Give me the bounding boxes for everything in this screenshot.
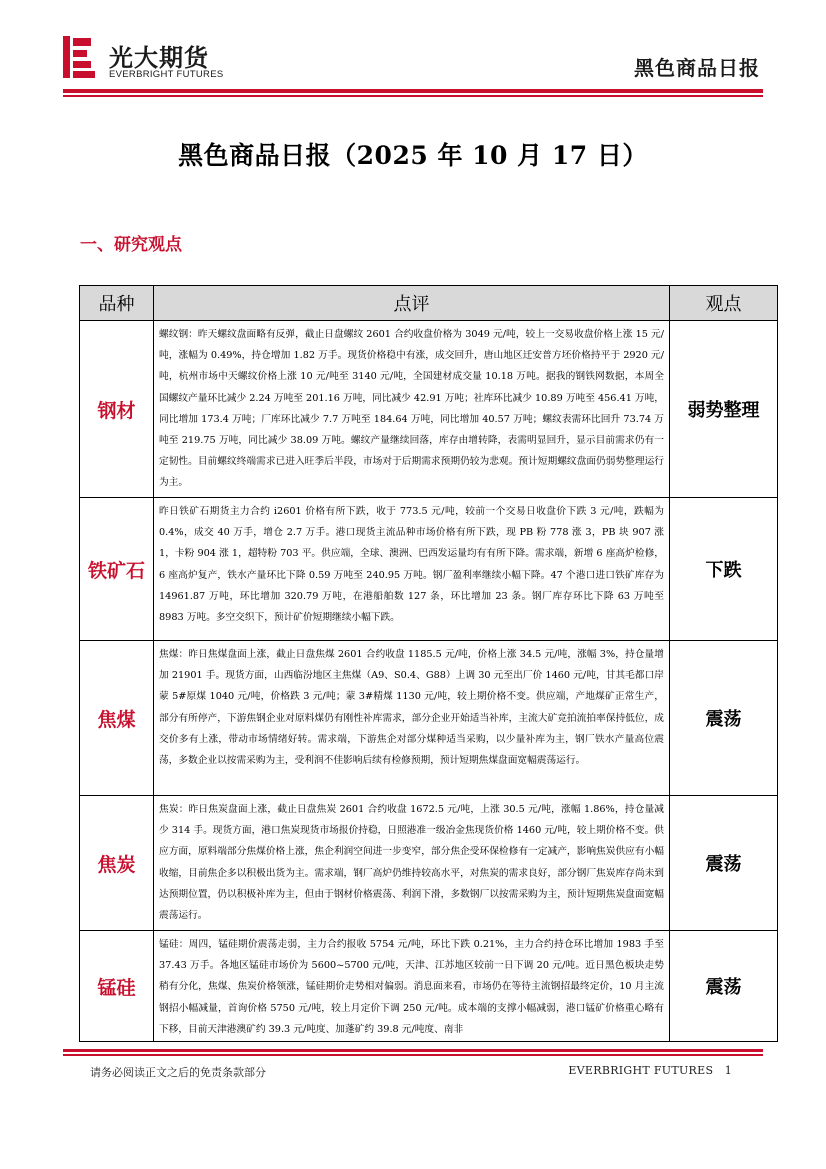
row-view: 下跌 bbox=[670, 498, 778, 641]
logo-chinese-name: 光大期货 bbox=[109, 44, 209, 72]
row-category: 铁矿石 bbox=[80, 498, 154, 641]
footer-brand-page bbox=[568, 1064, 732, 1077]
research-table bbox=[79, 285, 778, 1042]
row-view: 震荡 bbox=[670, 641, 778, 796]
section-heading: 一、研究观点 bbox=[80, 235, 182, 255]
footer-rule bbox=[63, 1049, 763, 1058]
table-header-row bbox=[80, 286, 778, 321]
row-category: 锰硅 bbox=[80, 931, 154, 1042]
row-category: 焦炭 bbox=[80, 796, 154, 931]
table-row bbox=[80, 641, 778, 796]
company-logo bbox=[63, 36, 243, 84]
table-row bbox=[80, 498, 778, 641]
row-comment: 焦煤：昨日焦煤盘面上涨，截止日盘焦煤 2601 合约收盘 1185.5 元/吨，价格上涨 34.5 元/吨，涨幅 3%，持仓量增加 21901 手。现货方面，山西临汾地区主焦煤（A9、S0.4、G88）上调 30 元至出厂价 1460 元/吨，甘其毛都口岸蒙 5#原煤 1040 元/吨，价格跌 3 元/吨；蒙 3#精煤 1130 元/吨，较上期价格不变。供应端，产地煤矿正常生产，部分有所停产，下游焦钢企业对原料煤仍有刚性补库需求，部分企业开始适当补库，主流大矿竞拍流拍率保持低位，成交价多有上涨，带动市场情绪好转。需求端，下游焦企对部分煤种适当采购，以少量补库为主，钢厂铁水产量高位震荡，多数企业以按需采购为主，受利润不佳影响后续有检修预期，预计短期焦煤盘面宽幅震荡运行。 bbox=[154, 641, 670, 796]
table-row bbox=[80, 796, 778, 931]
row-comment: 螺纹钢：昨天螺纹盘面略有反弹，截止日盘螺纹 2601 合约收盘价格为 3049 元/吨，较上一交易收盘价格上涨 15 元/吨，涨幅为 0.49%，持仓增加 1.82 万手。现货价格稳中有涨，成交回升，唐山地区迁安普方坯价格持平于 2920 元/吨，杭州市场中天螺纹价格上涨 10 元/吨至 3140 元/吨，全国建材成交量 10.18 万吨。据我的钢铁网数据，本周全国螺纹产量环比减少 2.24 万吨至 201.16 万吨，同比减少 42.91 万吨；社库环比减少 10.89 万吨至 456.41 万吨，同比增加 173.4 万吨；厂库环比减少 7.7 万吨至 184.64 万吨，同比增加 40.57 万吨；螺纹表需环比回升 73.74 万吨至 219.75 万吨，同比减少 38.09 万吨。螺纹产量继续回落，库存由增转降，表需明显回升，显示目前需求仍有一定韧性。目前螺纹终端需求已进入旺季后半段，市场对于后期需求预期仍较为悲观。预计短期螺纹盘面仍弱势整理运行为主。 bbox=[154, 321, 670, 498]
footer-disclaimer: 请务必阅读正文之后的免责条款部分 bbox=[90, 1066, 266, 1079]
page-number: 1 bbox=[724, 1064, 732, 1077]
everbright-logo-icon bbox=[63, 36, 97, 78]
header-category: 品种 bbox=[80, 286, 154, 321]
page-title: 黑色商品日报（2025 年 10 月 17 日） bbox=[178, 141, 648, 170]
header-comment: 点评 bbox=[154, 286, 670, 321]
row-comment: 锰硅：周四，锰硅期价震荡走弱，主力合约报收 5754 元/吨，环比下跌 0.21%，主力合约持仓环比增加 1983 手至 37.43 万手。各地区锰硅市场价为 5600~5700 元/吨，天津、江苏地区较前一日下调 20 元/吨。近日黑色板块走势稍有分化，焦煤、焦炭价格领涨，锰硅期价走势相对偏弱。消息面来看，市场仍在等待主流钢招最终定价，10 月主流钢招小幅减量，首询价格 5750 元/吨，较上月定价下调 250 元/吨。成本端的支撑小幅减弱，港口锰矿价格重心略有下移，目前天津港澳矿约 39.3 元/吨度、加蓬矿约 39.8 元/吨度、南非 bbox=[154, 931, 670, 1042]
row-comment: 焦炭：昨日焦炭盘面上涨，截止日盘焦炭 2601 合约收盘 1672.5 元/吨，上涨 30.5 元/吨，涨幅 1.86%，持仓量减少 314 手。现货方面，港口焦炭现货市场报价持稳，日照港准一级冶金焦现货价格 1460 元/吨，较上期价格不变。供应方面，原料端部分焦煤价格上涨，焦企利润空间进一步变窄，部分焦企受环保检修有一定减产，影响焦炭供应有小幅收缩，目前焦企多以积极出货为主。需求端，钢厂高炉仍维持较高水平，对焦炭的需求良好，部分钢厂焦炭库存尚未到达预期位置，仍以积极补库为主，但由于钢材价格震荡、利润下滑，多数钢厂以按需采购为主，预计短期焦炭盘面宽幅震荡运行。 bbox=[154, 796, 670, 931]
logo-english-name: EVERBRIGHT FUTURES bbox=[109, 69, 224, 80]
row-category: 焦煤 bbox=[80, 641, 154, 796]
row-view: 弱势整理 bbox=[670, 321, 778, 498]
row-comment: 昨日铁矿石期货主力合约 i2601 价格有所下跌，收于 773.5 元/吨，较前一个交易日收盘价下跌 3 元/吨，跌幅为 0.4%，成交 40 万手，增仓 2.7 万手。港口现货主流品种市场价格有所下跌，现 PB 粉 778 涨 3，PB 块 907 涨 1，卡粉 904 涨 1，超特粉 703 平。供应端，全球、澳洲、巴西发运量均有有所下降。需求端，新增 6 座高炉检修，6 座高炉复产，铁水产量环比下降 0.59 万吨至 240.95 万吨。钢厂盈利率继续小幅下降。47 个港口进口铁矿库存为 14961.87 万吨，环比增加 320.79 万吨，在港船舶数 127 条，环比增加 23 条。钢厂库存环比下降 63 万吨至 8983 万吨。多空交织下，预计矿价短期继续小幅下跌。 bbox=[154, 498, 670, 641]
table-row bbox=[80, 931, 778, 1042]
row-category: 钢材 bbox=[80, 321, 154, 498]
footer-brand: EVERBRIGHT FUTURES bbox=[568, 1064, 714, 1077]
row-view: 震荡 bbox=[670, 931, 778, 1042]
table-row bbox=[80, 321, 778, 498]
header-view: 观点 bbox=[670, 286, 778, 321]
header-rule bbox=[63, 89, 763, 98]
row-view: 震荡 bbox=[670, 796, 778, 931]
report-name: 黑色商品日报 bbox=[634, 56, 760, 80]
